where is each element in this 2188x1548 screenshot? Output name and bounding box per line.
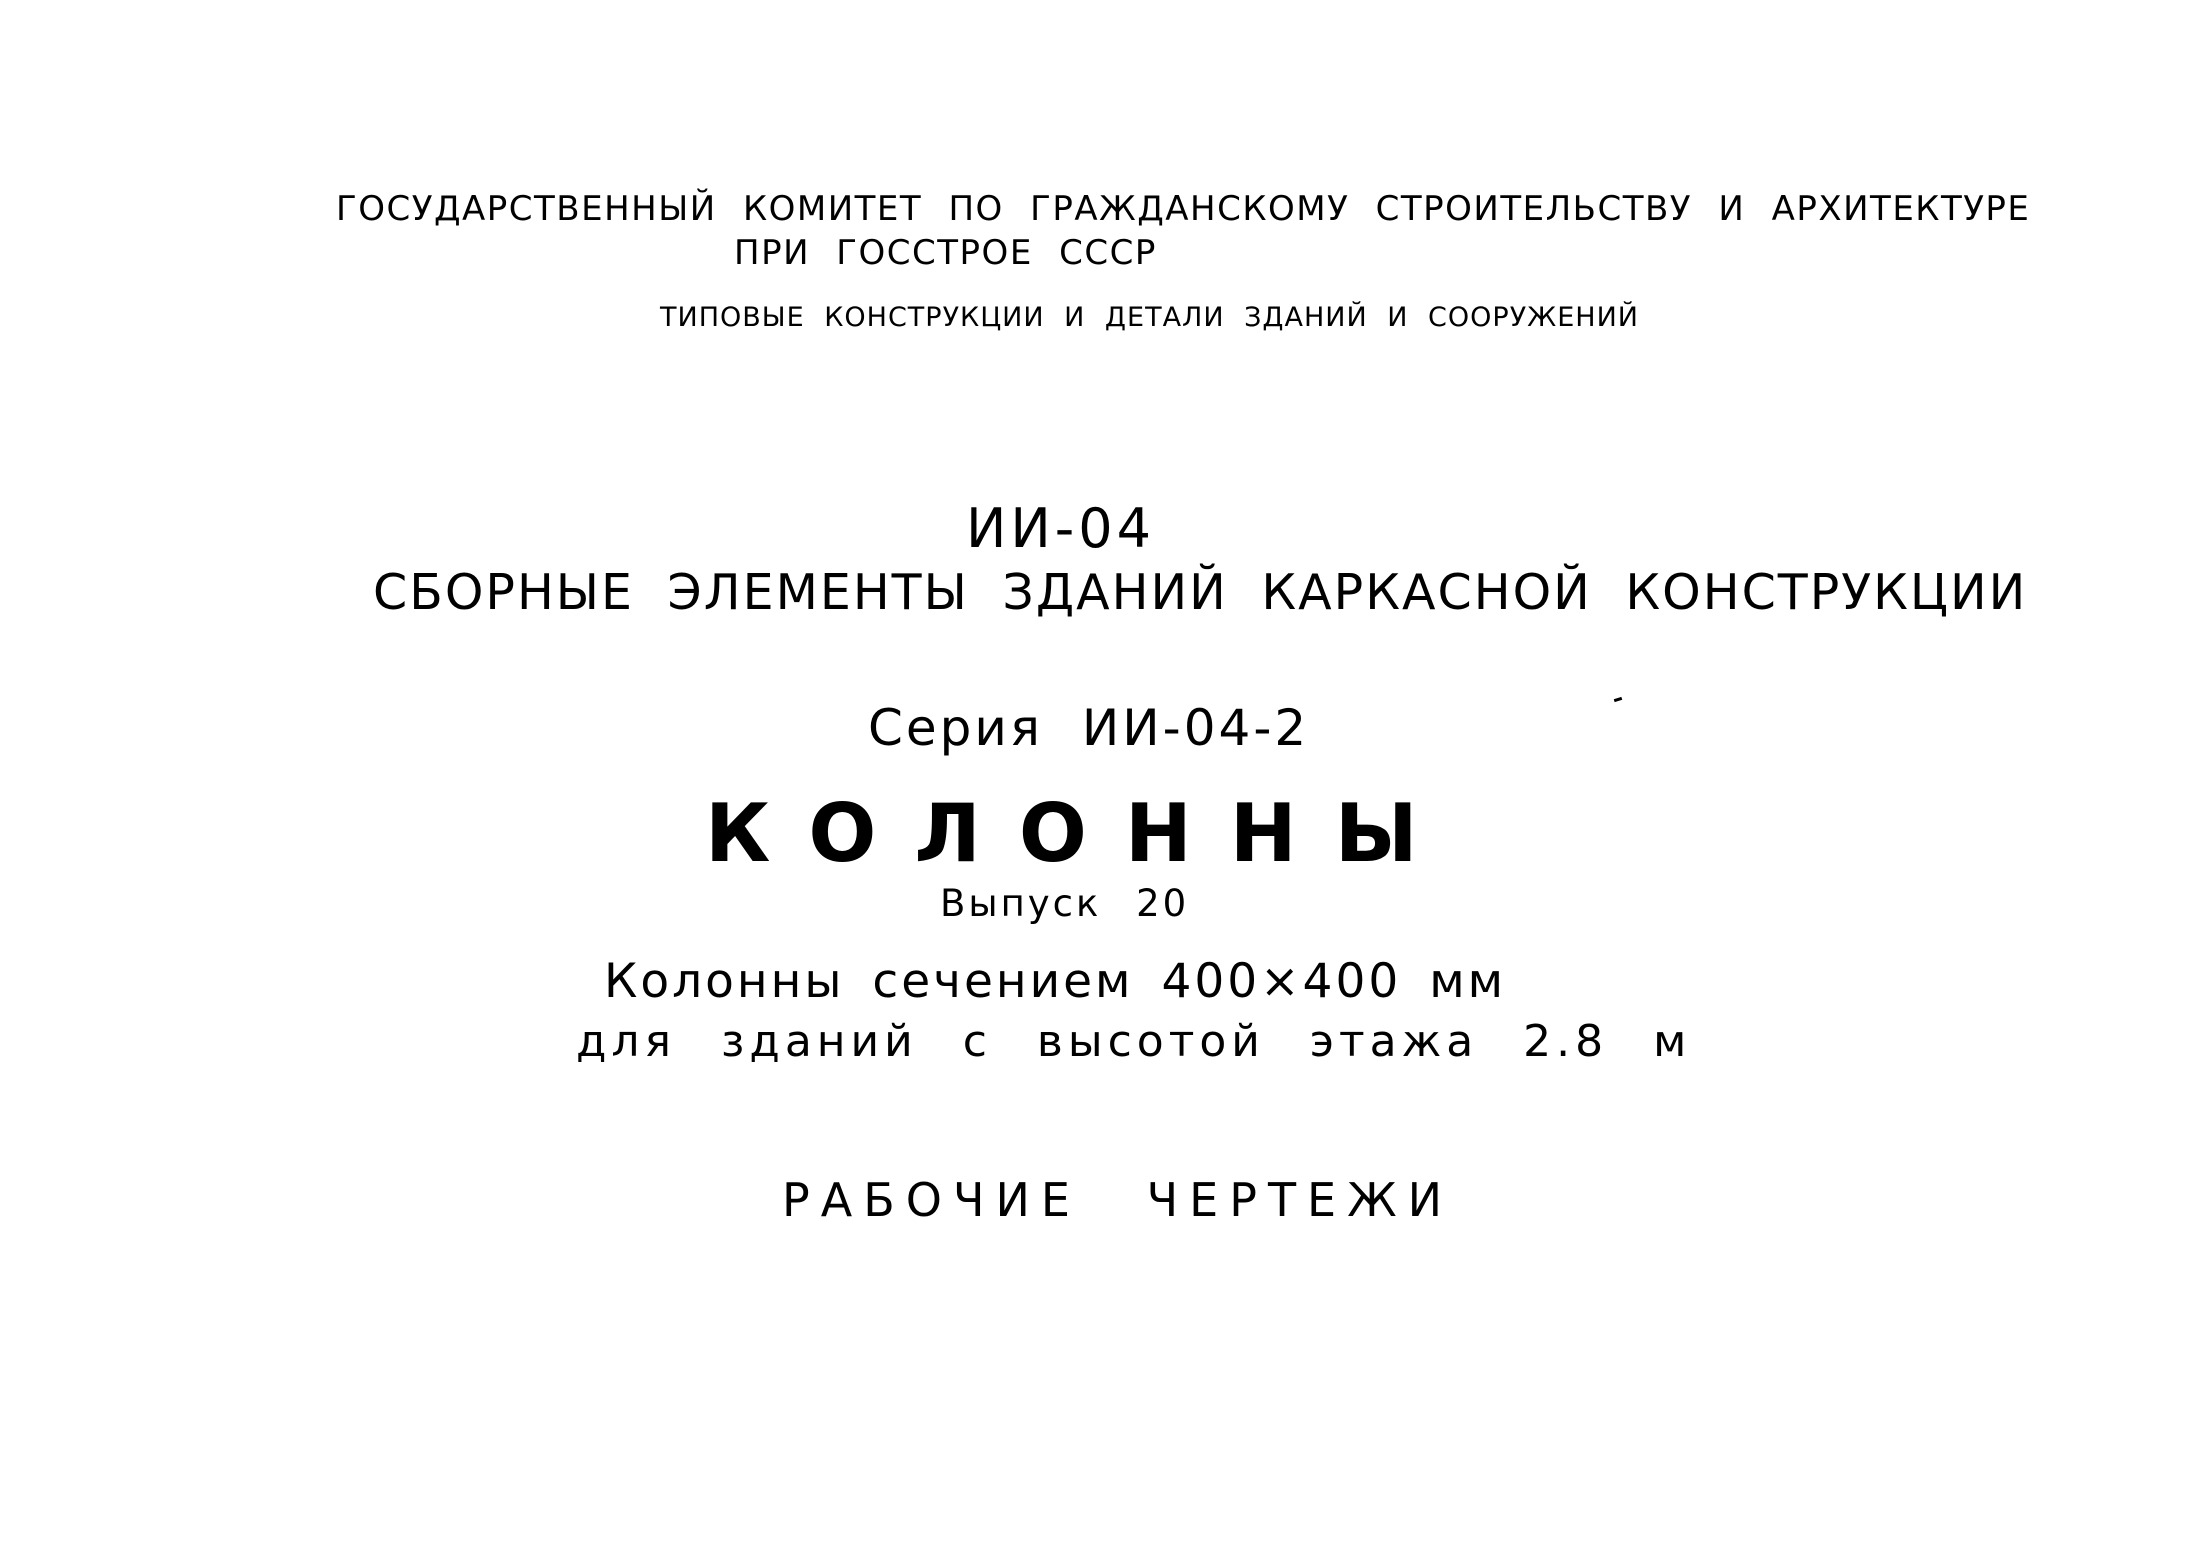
catalog-title: ТИПОВЫЕ КОНСТРУКЦИИ И ДЕТАЛИ ЗДАНИЙ И СООРУЖЕНИЙ [660, 302, 1639, 333]
document-title: КОЛОННЫ [705, 787, 1456, 880]
description-line-1: Колонны сечением 400×400 мм [604, 954, 1507, 1009]
scan-speck [1614, 697, 1623, 702]
organization-line-1: ГОСУДАРСТВЕННЫЙ КОМИТЕТ ПО ГРАЖДАНСКОМУ СТРОИТЕЛЬСТВУ И АРХИТЕКТУРЕ [336, 189, 2031, 229]
collection-code: ИИ-04 [966, 497, 1155, 560]
issue-number: Выпуск 20 [940, 882, 1190, 925]
collection-title: СБОРНЫЕ ЭЛЕМЕНТЫ ЗДАНИЙ КАРКАСНОЙ КОНСТРУКЦИИ [373, 564, 2028, 621]
document-status: РАБОЧИЕ ЧЕРТЕЖИ [782, 1173, 1454, 1227]
organization-line-2: ПРИ ГОССТРОЕ СССР [734, 233, 1157, 273]
description-line-2: для зданий с высотой этажа 2.8 м [576, 1016, 1692, 1067]
series-label: Серия ИИ-04-2 [868, 699, 1310, 757]
